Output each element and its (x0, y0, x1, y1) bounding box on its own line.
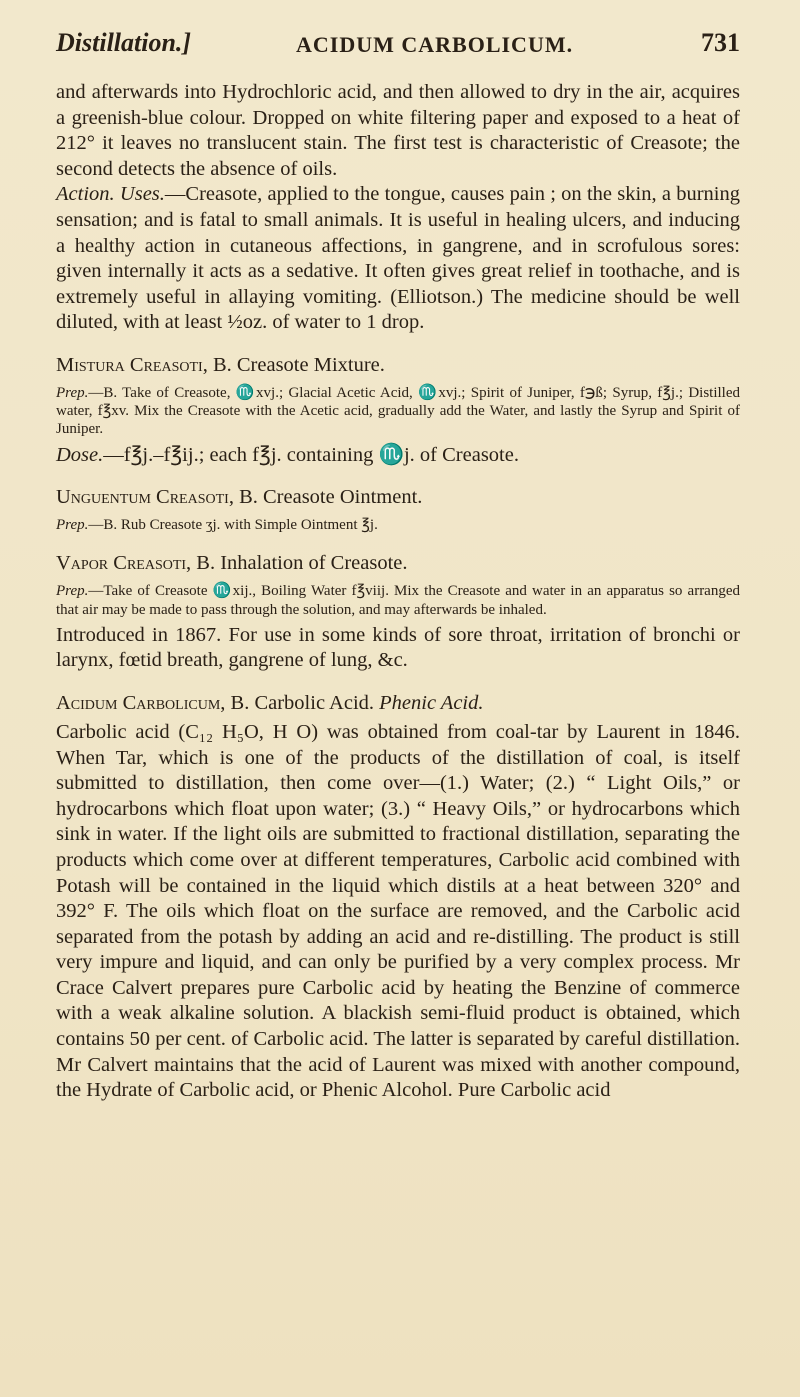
mistura-heading-latin: Mistura Creasoti, B. (56, 353, 232, 376)
acidum-heading (56, 690, 740, 716)
page-number: 731 (701, 28, 740, 57)
mistura-heading (56, 352, 740, 378)
unguentum-prep-label: Prep. (56, 517, 89, 534)
action-uses-paragraph (56, 182, 740, 336)
unguentum-heading (56, 484, 740, 510)
mistura-prep-label: Prep. (56, 384, 89, 401)
mistura-prep-text: —B. Take of Creasote, ♏xvj.; Glacial Acetic Acid, ♏xvj.; Spirit of Juniper, f℈ß; Syrup, f℥j.; Distilled water, f℥xv. Mix the Creasote with the Acetic acid, gradually add the Water, and lastly the Syrup and Spirit of Juniper. (56, 384, 740, 438)
running-head-section: Distillation.] (56, 28, 192, 57)
mistura-dose-label: Dose. (56, 443, 104, 466)
unguentum-heading-latin: Unguentum Creasoti, B. (56, 486, 258, 509)
mistura-heading-english: Creasote Mixture. (236, 353, 385, 376)
acidum-paragraph: Carbolic acid (C₁₂ H₅O, H O) was obtained from coal-tar by Laurent in 1846. When Tar, which is one of the products of the distillation of coal, is itself submitted to distillation, then come over—(1.) Water; (2.) “ Light Oils,” or hydrocarbons which float upon water; (3.) “ Heavy Oils,” or hydrocarbons which sink in water. If the light oils are submitted to fractional distillation, separating the products which come over at different temperatures, Carbolic acid combined with Potash will be contained in the liquid which distils at a heat between 320° and 392° F. The oils which float on the surface are removed, and the Carbolic acid separated from the potash by adding an acid and re-distilling. The product is still very impure and liquid, and can only be purified by a very complex process. Mr Crace Calvert prepares pure Carbolic acid by heating the Benzine of commerce with a weak alkaline solution. A blackish semi-fluid product is obtained, which contains 50 per cent. of Carbolic acid. The latter is separated by careful distillation. Mr Calvert maintains that the acid of Laurent was mixed with another compound, the Hydrate of Carbolic acid, or Phenic Alcohol. Pure Carbolic acid (56, 720, 740, 1102)
mistura-prep (56, 384, 740, 439)
vapor-heading-latin: Vapor Creasoti, B. (56, 552, 216, 575)
acidum-heading-latin: Acidum Carbolicum, B. (56, 691, 250, 714)
running-head-title: ACIDUM CARBOLICUM. (296, 32, 574, 57)
vapor-prep-label: Prep. (56, 583, 89, 600)
vapor-heading-english: Inhalation of Creasote. (220, 552, 408, 575)
unguentum-prep-text: —B. Rub Creasote ʒj. with Simple Ointment ℥j. (88, 517, 378, 534)
unguentum-heading-english: Creasote Ointment. (263, 486, 423, 509)
vapor-prep (56, 582, 740, 618)
page-body (56, 80, 740, 1104)
action-uses-text: —Creasote, applied to the tongue, causes pain ; on the skin, a burning sensation; and is fatal to small animals. It is useful in healing ulcers, and inducing a healthy action in cutaneous affections, in gangrene, and in scrofulous sores: given internally it acts as a sedative. It often gives great relief in toothache, and is extremely useful in allaying vomiting. (Elliotson.) The medicine should be well diluted, with at least ½oz. of water to 1 drop. (56, 183, 740, 334)
continuation-paragraph: and afterwards into Hydrochloric acid, and then allowed to dry in the air, acquires a greenish-blue colour. Dropped on white filtering paper and exposed to a heat of 212° it leaves no translucent stain. The first test is characteristic of Creasote; the second detects the absence of oils. (56, 81, 740, 180)
unguentum-prep (56, 516, 740, 534)
acidum-heading-english: Carbolic Acid. (254, 691, 375, 714)
vapor-heading (56, 550, 740, 576)
action-uses-label: Action. Uses. (56, 183, 165, 206)
mistura-dose (56, 443, 740, 469)
acidum-heading-alt: Phenic Acid. (379, 691, 484, 714)
mistura-dose-text: —f℥j.–f℥ij.; each f℥j. containing ♏j. of Creasote. (103, 443, 519, 466)
vapor-prep-text: —Take of Creasote ♏xij., Boiling Water f℥viij. Mix the Creasote and water in an apparatus so arranged that air may be made to pass through the solution, and may afterwards be inhaled. (56, 583, 740, 618)
running-head (56, 28, 740, 68)
vapor-intro: Introduced in 1867. For use in some kinds of sore throat, irritation of bronchi or larynx, fœtid breath, gangrene of lung, &c. (56, 623, 740, 672)
